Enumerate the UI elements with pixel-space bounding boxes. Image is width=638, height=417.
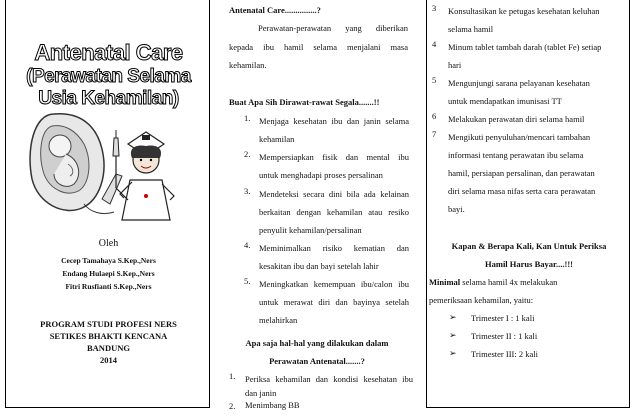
p3-item-7-line-1: Mengikuti penyuluhan/mencari tambahan: [448, 132, 591, 142]
item-2-line-2: untuk menghadapi proses persalinan: [259, 170, 383, 180]
cover-panel: [5, 0, 210, 408]
heading-when-line-1: Kapan & Berapa Kali, Kan Untuk Periksa: [451, 241, 607, 251]
program-line-4: 2014: [100, 355, 117, 365]
author-3: Fitri Rusfianti S.Kep.,Ners: [65, 282, 152, 291]
pregnancy-illustration: [24, 104, 194, 222]
content-panel-3: [426, 0, 630, 408]
item-number: 4.: [244, 240, 251, 250]
p3-item-3-line-1: Konsultasikan ke petugas kesehatan keluhan: [448, 6, 600, 16]
arrow-bullet-icon: ➢: [449, 330, 457, 340]
p3-item-7-line-4: diri selama masa nifas serta cara perawatan: [448, 186, 596, 196]
author-1: Cecep Tamahaya S.Kep.,Ners: [61, 256, 156, 265]
minimal-line-1: [429, 274, 557, 291]
item-number: 5.: [244, 276, 251, 286]
p3-item-6-line-1: Melakukan perawatan diri selama hamil: [448, 114, 585, 124]
minimal-rest: selama hamil 4x melakukan: [460, 277, 558, 287]
content-panel-2: [222, 0, 412, 408]
item-4-line-1: Meminimalkan risiko kematian dan: [259, 243, 409, 253]
fetus-womb-icon: [30, 114, 122, 214]
para1-line3: kehamilan.: [229, 60, 267, 70]
item-5-line-1: Meningkatkan kemempuan ibu/calon ibu: [259, 279, 409, 289]
item-4-line-2: kesakitan ibu dan bayi setelah lahir: [259, 261, 379, 271]
heading-what-line-1: Apa saja hal-hal yang dilakukan dalam: [245, 338, 389, 348]
program-line-3: BANDUNG: [87, 343, 130, 353]
item-5-line-2: untuk merawat diri dan bayinya setelah: [259, 297, 409, 307]
item-number: 1.: [229, 371, 236, 381]
program-line-1: PROGRAM STUDI PROFESI NERS: [40, 319, 177, 329]
what-item-1-line-1: Periksa kehamilan dan kondisi kesehatan ibu: [245, 374, 413, 384]
item-5-line-3: melahirkan: [259, 315, 298, 325]
minimal-line-2: pemeriksaan kehamilan, yaitu:: [429, 295, 534, 305]
item-number: 2.: [244, 149, 251, 159]
p3-item-7-line-3: hamil, persiapan persalinan, dan perawatan: [448, 168, 595, 178]
item-number: 6: [432, 111, 437, 121]
item-3-line-3: penyulit kehamilan/persalinan: [259, 225, 362, 235]
item-number: 4: [432, 39, 437, 49]
heading-when-line-2: Hamil Harus Bayar....!!!: [485, 259, 573, 269]
item-1-line-2: kehamilan: [259, 134, 295, 144]
item-number: 3: [432, 3, 437, 13]
item-number: 2.: [229, 401, 236, 411]
heading-why: Buat Apa Sih Dirawat-rawat Segala.......!!: [229, 97, 380, 107]
para1-line1: Perawatan-perawatan yang diberikan: [258, 23, 408, 33]
heading-antenatal: Antenatal Care...............?: [229, 5, 321, 15]
p3-item-7-line-5: bayi.: [448, 204, 465, 214]
cover-title: Antenatal Care: [34, 40, 183, 65]
p3-item-7-line-2: informasi tentang perawatan ibu selama: [448, 150, 584, 160]
cover-subtitle: (Perawatan Selama Usia Kehamilan): [26, 66, 191, 109]
program-line-2: SETIKES BHAKTI KENCANA: [49, 331, 168, 341]
trimester-1: Trimester I : 1 kali: [471, 313, 535, 323]
heading-what-line-2: Perawatan Antenatal.......?: [269, 356, 365, 366]
author-2: Endang Hulaepi S.Kep.,Ners: [62, 269, 155, 278]
trimester-3: Trimester III: 2 kali: [471, 349, 538, 359]
p3-item-5-line-2: untuk mendapatkan imunisasi TT: [448, 96, 562, 106]
p3-item-5-line-1: Mengunjungi sarana pelayanan kesehatan: [448, 78, 590, 88]
what-item-2-line-1: Menimbang BB: [245, 400, 300, 410]
p3-item-3-line-2: selama hamil: [448, 24, 494, 34]
oleh-label: Oleh: [98, 238, 119, 249]
minimal-bold: Minimal: [429, 277, 461, 287]
what-item-1-line-2: dan janin: [245, 388, 277, 398]
item-2-line-1: Mempersiapkan fisik dan mental ibu: [259, 152, 409, 162]
item-3-line-1: Mendeteksi secara dini bila ada kelainan: [259, 189, 409, 199]
arrow-bullet-icon: ➢: [449, 348, 457, 358]
p3-item-4-line-2: hari: [448, 60, 462, 70]
para1-line2: kepada ibu hamil selama menjalani masa: [229, 42, 408, 52]
item-number: 7: [432, 129, 437, 139]
item-number: 1.: [244, 113, 251, 123]
item-3-line-2: berkaitan dengan kehamilan atau resiko: [259, 207, 409, 217]
arrow-bullet-icon: ➢: [449, 312, 457, 322]
item-1-line-1: Menjaga kesehatan ibu dan janin selama: [259, 116, 409, 126]
item-number: 3.: [244, 186, 251, 196]
p3-item-4-line-1: Minum tablet tambah darah (tablet Fe) setiap: [448, 42, 602, 52]
nurse-icon: [113, 130, 174, 220]
item-number: 5: [432, 75, 437, 85]
trimester-2: Trimester II : 1 kali: [471, 331, 538, 341]
